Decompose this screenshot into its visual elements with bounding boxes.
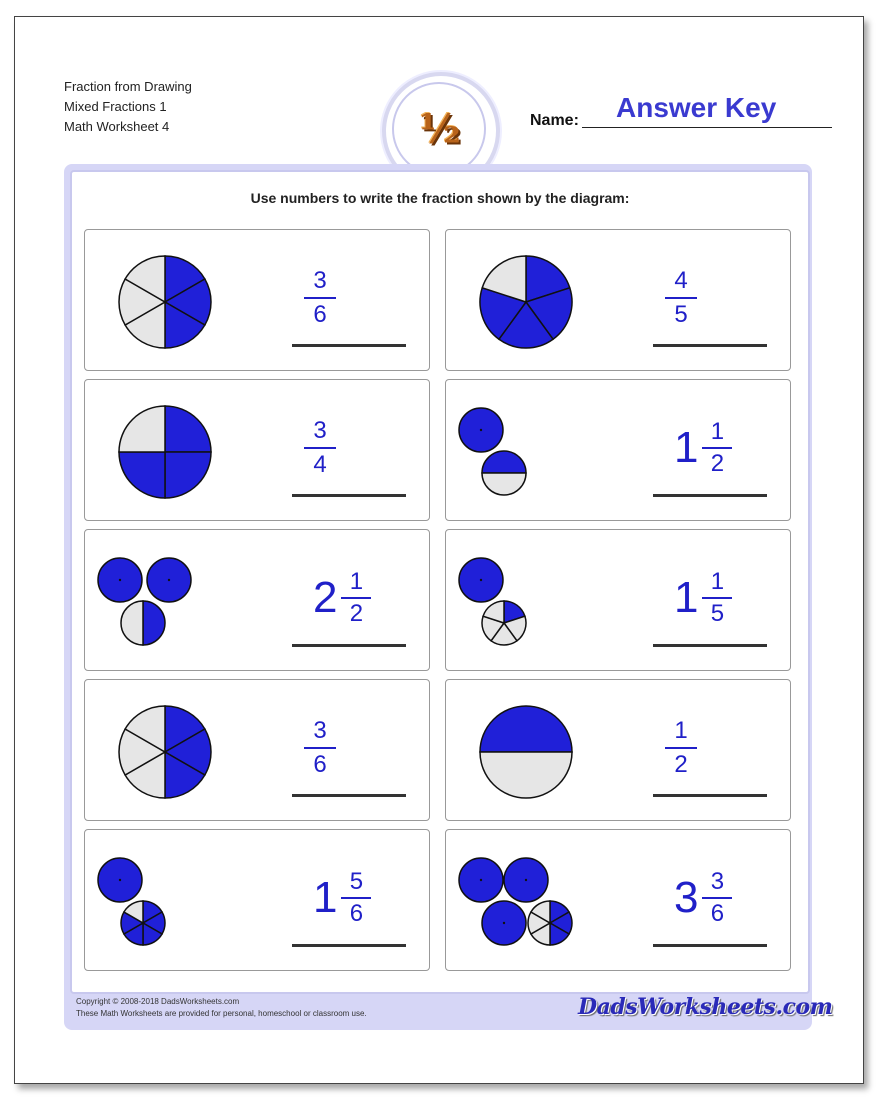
whole-circle bbox=[504, 858, 548, 902]
denominator: 4 bbox=[313, 451, 327, 478]
problem-cell bbox=[445, 529, 791, 671]
fraction-bar bbox=[304, 747, 336, 749]
denominator: 5 bbox=[710, 600, 725, 627]
fraction-sector bbox=[482, 473, 526, 495]
mixed-number-answer bbox=[674, 570, 732, 626]
worksheet-subtitle: Mixed Fractions 1 bbox=[64, 99, 167, 114]
fraction-circle bbox=[480, 256, 572, 348]
answer-key-text: Answer Key bbox=[616, 92, 777, 123]
fraction-circle bbox=[480, 706, 572, 798]
numerator: 3 bbox=[313, 267, 327, 294]
numerator: 5 bbox=[349, 868, 364, 895]
whole-circle bbox=[98, 558, 142, 602]
fraction-circle bbox=[528, 901, 572, 945]
fraction-bar bbox=[341, 897, 371, 899]
problem-cell bbox=[84, 229, 430, 371]
problem-cell bbox=[84, 379, 430, 521]
fraction-answer bbox=[290, 718, 350, 778]
answer-line[interactable] bbox=[653, 644, 767, 647]
answer-line[interactable] bbox=[292, 944, 406, 947]
fraction-diagram bbox=[85, 380, 285, 520]
fraction-circle bbox=[119, 706, 211, 798]
fraction-circle bbox=[119, 256, 211, 348]
problem-cell bbox=[84, 529, 430, 671]
whole-circle bbox=[459, 858, 503, 902]
numerator: 1 bbox=[710, 568, 725, 595]
numerator: 3 bbox=[313, 417, 327, 444]
problem-cell bbox=[84, 829, 430, 971]
answer-line[interactable] bbox=[653, 794, 767, 797]
whole-circle bbox=[147, 558, 191, 602]
whole-number: 2 bbox=[313, 573, 338, 622]
problem-cell bbox=[445, 379, 791, 521]
whole-circle bbox=[459, 558, 503, 602]
dadsworksheets-logo: DadsWorksheets.com bbox=[578, 994, 833, 1020]
whole-number: 3 bbox=[674, 873, 699, 922]
whole-number: 1 bbox=[313, 873, 338, 922]
fraction-sector bbox=[480, 706, 572, 752]
fraction-diagram bbox=[85, 680, 285, 820]
numerator: 3 bbox=[710, 868, 725, 895]
fraction-circle bbox=[482, 451, 526, 495]
worksheet-header bbox=[64, 77, 192, 137]
fraction-sector bbox=[119, 452, 165, 498]
fraction-circle bbox=[121, 601, 165, 645]
denominator: 6 bbox=[313, 301, 327, 328]
denominator: 6 bbox=[349, 900, 364, 927]
denominator: 5 bbox=[674, 301, 688, 328]
problem-cell bbox=[445, 229, 791, 371]
numerator: 3 bbox=[313, 717, 327, 744]
denominator: 2 bbox=[674, 751, 688, 778]
usage-note: These Math Worksheets are provided for personal, homeschool or classroom use. bbox=[76, 1009, 367, 1018]
fraction-diagram bbox=[446, 530, 646, 670]
fraction-bar bbox=[702, 447, 732, 449]
answer-line[interactable] bbox=[653, 944, 767, 947]
numerator: 1 bbox=[349, 568, 364, 595]
fraction-diagram bbox=[446, 830, 646, 970]
fraction-diagram bbox=[85, 830, 285, 970]
fraction-sector bbox=[165, 406, 211, 452]
numerator: 1 bbox=[710, 418, 725, 445]
answer-line[interactable] bbox=[653, 344, 767, 347]
whole-number: 1 bbox=[674, 423, 699, 472]
whole-circle bbox=[98, 858, 142, 902]
answer-line[interactable] bbox=[292, 344, 406, 347]
copyright-text: Copyright © 2008-2018 DadsWorksheets.com bbox=[76, 997, 240, 1006]
fraction-sector bbox=[482, 451, 526, 473]
fraction-answer bbox=[651, 718, 711, 778]
problem-cell bbox=[445, 679, 791, 821]
fraction-bar bbox=[304, 297, 336, 299]
whole-circle bbox=[482, 901, 526, 945]
mixed-number-answer bbox=[674, 420, 732, 476]
fraction-circle bbox=[119, 406, 211, 498]
fraction-sector bbox=[165, 452, 211, 498]
answer-line[interactable] bbox=[292, 494, 406, 497]
fraction-bar bbox=[702, 897, 732, 899]
fraction-bar bbox=[304, 447, 336, 449]
instructions: Use numbers to write the fraction shown by the diagram: bbox=[250, 190, 630, 206]
fraction-diagram bbox=[85, 230, 285, 370]
fraction-diagram bbox=[446, 680, 646, 820]
fraction-circle bbox=[121, 901, 165, 945]
fraction-circle bbox=[482, 601, 526, 645]
fraction-bar bbox=[665, 297, 697, 299]
name-label: Name: bbox=[530, 112, 579, 129]
worksheet-title: Fraction from Drawing bbox=[64, 79, 192, 94]
fraction-diagram bbox=[85, 530, 285, 670]
mixed-number-answer bbox=[674, 870, 732, 926]
denominator: 6 bbox=[710, 900, 725, 927]
denominator: 2 bbox=[349, 600, 364, 627]
fraction-bar bbox=[702, 597, 732, 599]
whole-circle bbox=[459, 408, 503, 452]
denominator: 2 bbox=[710, 450, 725, 477]
worksheet-number: Math Worksheet 4 bbox=[64, 119, 170, 134]
fraction-sector bbox=[480, 752, 572, 798]
fraction-bar bbox=[341, 597, 371, 599]
mixed-number-answer bbox=[313, 570, 371, 626]
fraction-sector bbox=[143, 601, 165, 645]
fraction-diagram bbox=[446, 230, 646, 370]
denominator: 6 bbox=[313, 751, 327, 778]
footer bbox=[76, 996, 367, 1020]
half-icon: ½ bbox=[419, 105, 459, 153]
fraction-sector bbox=[119, 406, 165, 452]
fraction-bar bbox=[665, 747, 697, 749]
numerator: 4 bbox=[674, 267, 688, 294]
mixed-number-answer bbox=[313, 870, 371, 926]
problem-cell bbox=[84, 679, 430, 821]
whole-number: 1 bbox=[674, 573, 699, 622]
answer-line[interactable] bbox=[292, 644, 406, 647]
fraction-answer bbox=[290, 418, 350, 478]
fraction-answer bbox=[290, 268, 350, 328]
name-field[interactable] bbox=[582, 127, 832, 128]
problem-cell bbox=[445, 829, 791, 971]
numerator: 1 bbox=[674, 717, 688, 744]
answer-line[interactable] bbox=[653, 494, 767, 497]
fraction-sector bbox=[121, 601, 143, 645]
fraction-answer bbox=[651, 268, 711, 328]
answer-line[interactable] bbox=[292, 794, 406, 797]
fraction-diagram bbox=[446, 380, 646, 520]
